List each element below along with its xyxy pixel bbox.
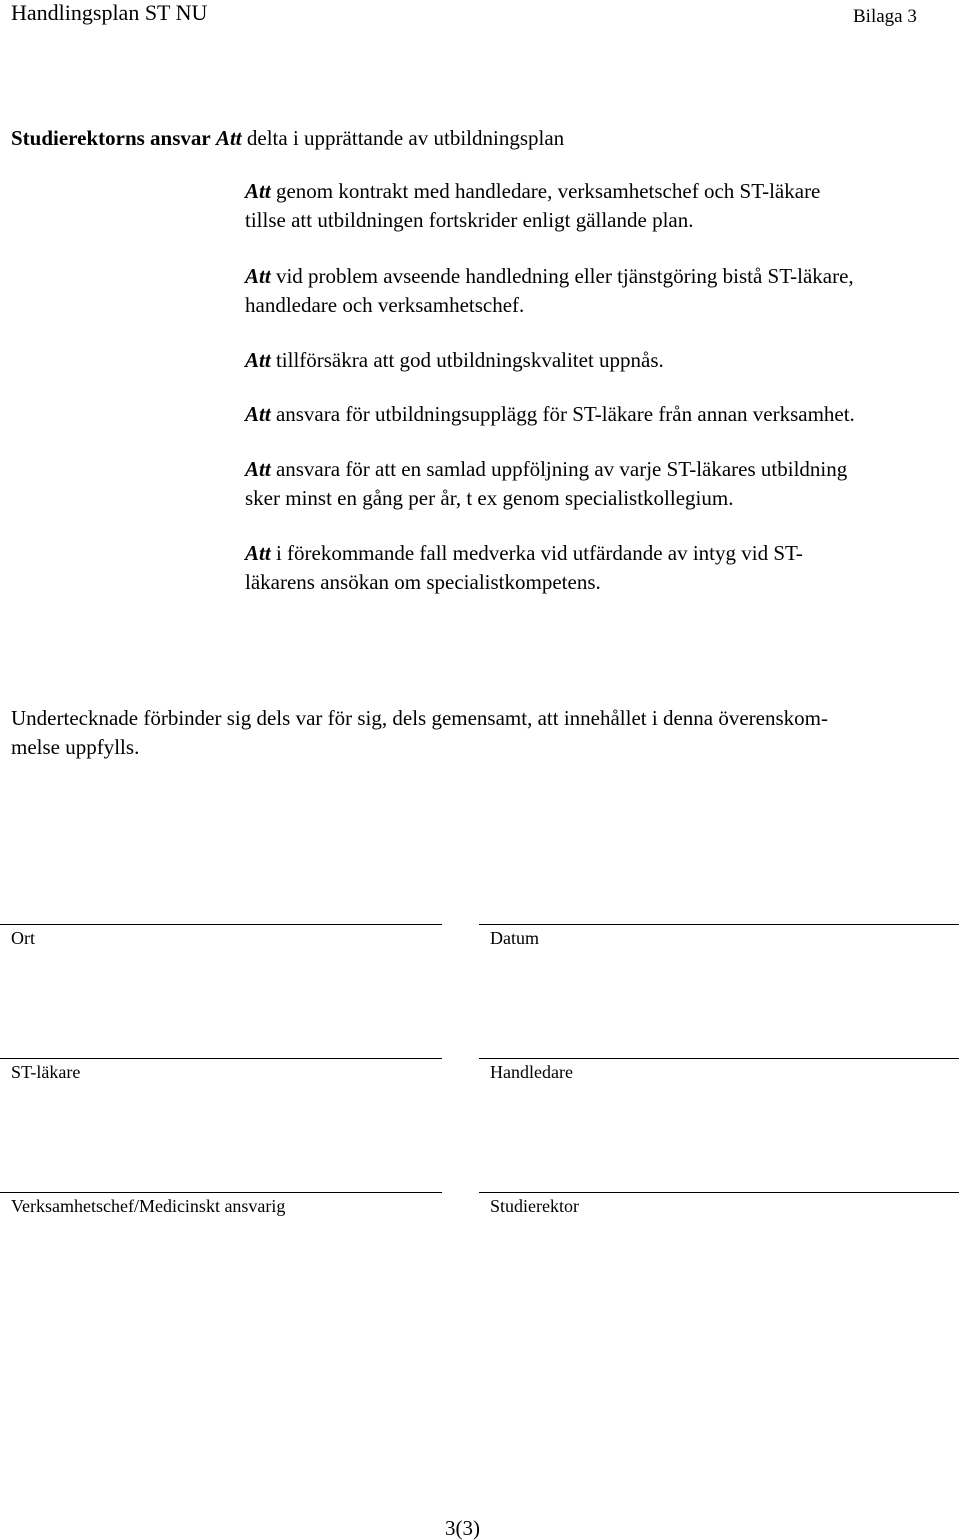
list-item [245, 455, 847, 512]
responsibility-heading-line [11, 125, 564, 151]
signature-line-studierektor [479, 1192, 959, 1193]
list-item [245, 400, 855, 429]
signature-line-st-lakare [0, 1058, 442, 1059]
page-number: 3(3) [445, 1516, 480, 1540]
agreement-line: Undertecknade förbinder sig dels var för sig, dels gemensamt, att innehållet i denna överenskom- [11, 706, 828, 730]
signature-line-ort [0, 924, 442, 925]
signature-label-st-lakare: ST-läkare [11, 1062, 81, 1082]
att-keyword: Att [245, 402, 271, 426]
signature-label-verksamhetschef: Verksamhetschef/Medicinskt ansvarig [11, 1196, 286, 1216]
signature-label-datum: Datum [490, 928, 539, 948]
att-keyword: Att [215, 126, 242, 150]
list-item [245, 539, 803, 596]
appendix-label: Bilaga 3 [853, 6, 917, 27]
first-item-text: delta i upprättande av utbildningsplan [241, 126, 565, 150]
item-text: genom kontrakt med handledare, verksamhetschef och ST-läkare [270, 179, 821, 203]
signature-line-datum [479, 924, 959, 925]
signature-line-handledare [479, 1058, 959, 1059]
item-text: läkarens ansökan om specialistkompetens. [245, 569, 601, 594]
item-text: ansvara för att en samlad uppföljning av varje ST-läkares utbildning [270, 457, 848, 481]
signature-label-studierektor: Studierektor [490, 1196, 579, 1216]
signature-label-ort: Ort [11, 928, 35, 948]
item-text: tillförsäkra att god utbildningskvalitet uppnås. [270, 348, 664, 372]
agreement-statement [11, 704, 956, 761]
att-keyword: Att [245, 457, 271, 481]
item-text: ansvara för utbildningsupplägg för ST-läkare från annan verksamhet. [270, 402, 855, 426]
att-keyword: Att [245, 179, 271, 203]
document-header-title: Handlingsplan ST NU [11, 0, 208, 25]
item-text: vid problem avseende handledning eller tjänstgöring bistå ST-läkare, [270, 264, 854, 288]
item-text: i förekommande fall medverka vid utfärdande av intyg vid ST- [270, 541, 803, 565]
section-heading: Studierektorns ansvar [11, 126, 211, 150]
signature-label-handledare: Handledare [490, 1062, 573, 1082]
item-text: sker minst en gång per år, t ex genom specialistkollegium. [245, 485, 734, 510]
item-text: tillse att utbildningen fortskrider enligt gällande plan. [245, 207, 694, 232]
att-keyword: Att [245, 348, 271, 372]
list-item [245, 177, 820, 234]
att-keyword: Att [245, 541, 271, 565]
agreement-line: melse uppfylls. [11, 734, 140, 759]
att-keyword: Att [245, 264, 271, 288]
list-item [245, 346, 664, 375]
list-item [245, 262, 854, 319]
signature-line-verksamhetschef [0, 1192, 442, 1193]
item-text: handledare och verksamhetschef. [245, 292, 525, 317]
